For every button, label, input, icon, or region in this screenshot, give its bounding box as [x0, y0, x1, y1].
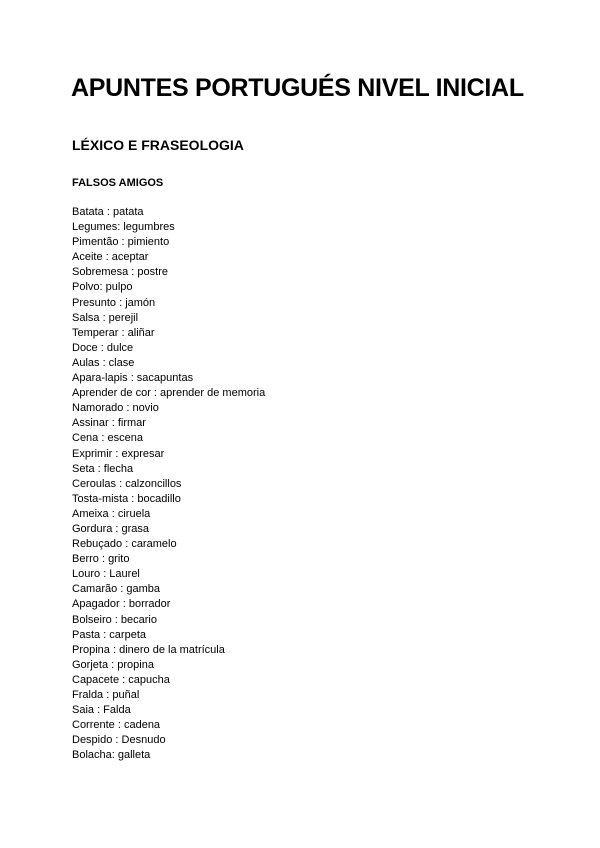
list-item: Assinar : firmar — [72, 417, 146, 430]
list-item: Aceite : aceptar — [72, 251, 149, 264]
list-item: Presunto : jamón — [72, 296, 156, 309]
list-item: Salsa : perejil — [72, 311, 139, 324]
subsection-heading: FALSOS AMIGOS — [72, 177, 164, 189]
list-item: Fralda : puñal — [72, 689, 140, 701]
list-item: Pasta : carpeta — [72, 628, 146, 641]
list-item: Polvo: pulpo — [72, 281, 133, 294]
list-item: Saia : Falda — [72, 704, 131, 717]
list-item: Legumes: legumbres — [72, 221, 175, 234]
list-item: Corrente : cadena — [72, 719, 161, 732]
list-item: Sobremesa : postre — [72, 266, 168, 279]
list-item: Doce : dulce — [72, 341, 134, 354]
section-heading: LÉXICO E FRASEOLOGIA — [72, 137, 244, 153]
list-item: Aprender de cor : aprender de memoria — [72, 387, 266, 400]
list-item: Louro : Laurel — [72, 568, 140, 581]
list-item: Namorado : novio — [72, 402, 159, 415]
list-item: Gorjeta : propina — [72, 658, 154, 671]
list-item: Apara-lapis : sacapuntas — [72, 372, 194, 385]
list-item: Cena : escena — [72, 432, 143, 445]
list-item: Gordura : grasa — [72, 522, 150, 535]
list-item: Camarão : gamba — [72, 583, 161, 596]
list-item: Ceroulas : calzoncillos — [72, 477, 182, 490]
list-item: Aulas : clase — [72, 356, 135, 369]
list-item: Batata : patata — [72, 206, 144, 218]
list-item: Rebuçado : caramelo — [72, 538, 177, 551]
page-title: APUNTES PORTUGUÉS NIVEL INICIAL — [71, 74, 524, 102]
list-item: Tosta-mista : bocadillo — [72, 492, 181, 505]
list-item: Temperar : aliñar — [72, 326, 155, 339]
vocabulary-list — [72, 205, 265, 763]
list-item: Capacete : capucha — [72, 673, 170, 686]
list-item: Seta : flecha — [72, 462, 134, 475]
list-item: Bolseiro : becario — [72, 613, 157, 626]
list-item: Apagador : borrador — [72, 598, 171, 611]
list-item: Exprimir : expresar — [72, 447, 165, 460]
list-item: Bolacha: galleta — [72, 749, 151, 762]
list-item: Despido : Desnudo — [72, 734, 166, 747]
list-item: Propina : dinero de la matrícula — [72, 643, 225, 656]
list-item: Berro : grito — [72, 553, 130, 566]
list-item: Pimentão : pimiento — [72, 236, 170, 249]
list-item: Ameixa : ciruela — [72, 507, 151, 520]
